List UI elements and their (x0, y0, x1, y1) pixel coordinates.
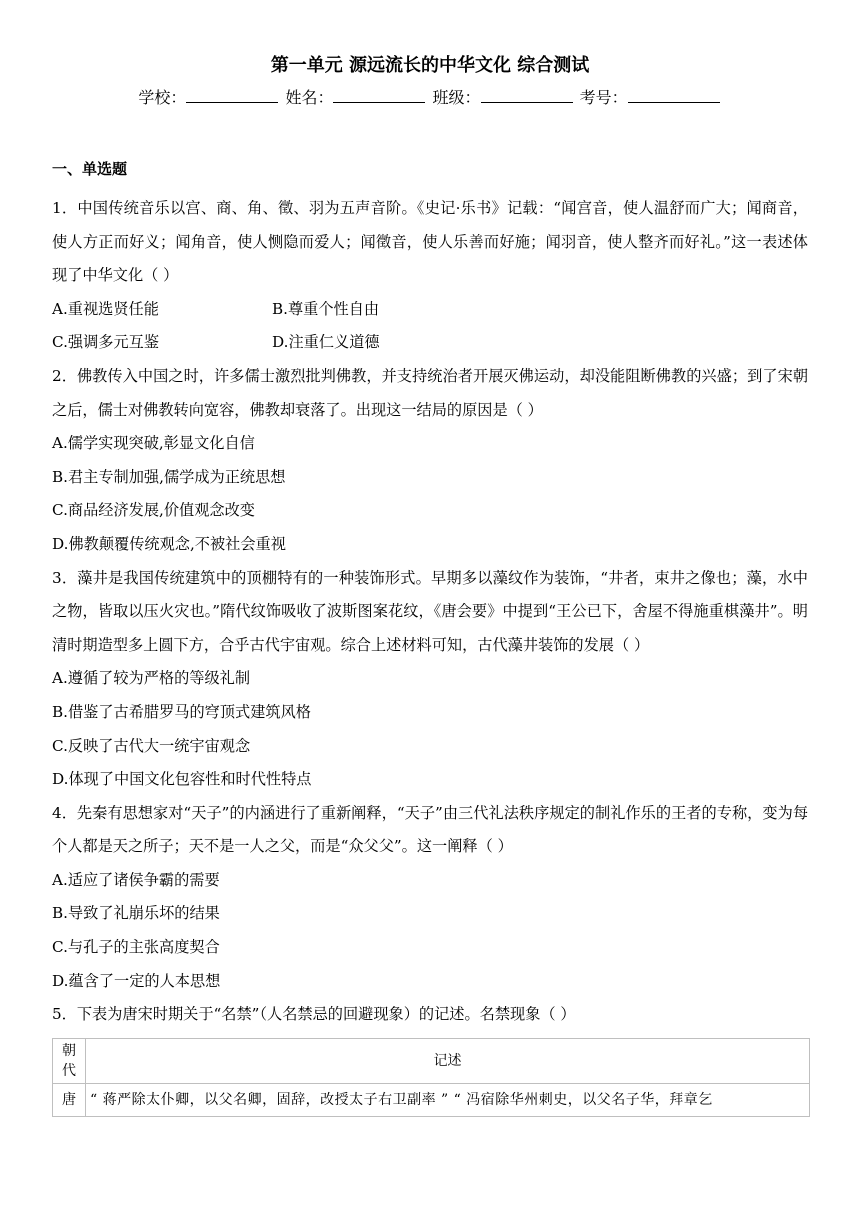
school-label: 学校： (138, 88, 187, 107)
section-heading: 一、单选题 (52, 160, 128, 178)
option-d[interactable]: D.体现了中国文化包容性和时代性特点 (52, 770, 312, 789)
question-stem: 佛教传入中国之时，许多儒士激烈批判佛教，并支持统治者开展灭佛运动，却没能阻断佛教的兴盛；到了宋朝之后，儒士对佛教转向宽容，佛教却衰落了。出现这一结局的原因是（ ） (52, 366, 809, 419)
question-number: 2． (52, 366, 77, 385)
school-blank[interactable] (186, 84, 278, 103)
option-b[interactable]: B.借鉴了古希腊罗马的穹顶式建筑风格 (52, 702, 311, 721)
class-label: 班级： (432, 88, 481, 107)
class-blank[interactable] (481, 84, 573, 103)
question-1 (52, 192, 808, 293)
option-d[interactable]: D.注重仁义道德 (272, 333, 380, 352)
table-cell-dynasty: 唐 (53, 1083, 86, 1116)
option-a[interactable]: A.适应了诸侯争霸的需要 (52, 870, 220, 889)
question-stem: 下表为唐宋时期关于“名禁”（人名禁忌的回避现象）的记述。名禁现象（ ） (76, 1005, 576, 1024)
option-c[interactable]: C.反映了古代大一统宇宙观念 (52, 736, 251, 755)
table-header-dynasty (53, 1038, 86, 1083)
option-b[interactable]: B.尊重个性自由 (272, 299, 380, 318)
option-a[interactable]: A.儒学实现突破,彰显文化自信 (52, 434, 255, 453)
table-cell-record: “ 蒋严除太仆卿，以父名卿，固辞，改授太子右卫副率 ” “ 冯宿除华州刺史，以父名子华，拜章乞 (86, 1083, 810, 1116)
question-5 (52, 998, 808, 1032)
name-blank[interactable] (333, 84, 425, 103)
option-b[interactable]: B.导致了礼崩乐坏的结果 (52, 904, 220, 923)
option-a[interactable]: A.重视选贤任能 (52, 299, 159, 318)
table-header-text: 朝代 (62, 1042, 76, 1079)
question-1-options-row-2 (52, 326, 808, 360)
option-b[interactable]: B.君主专制加强,儒学成为正统思想 (52, 467, 286, 486)
option-d[interactable]: D.佛教颠覆传统观念,不被社会重视 (52, 534, 286, 553)
question-2 (52, 360, 808, 427)
table-header-record: 记述 (86, 1038, 810, 1083)
exam-number-label: 考号： (579, 88, 628, 107)
name-label: 姓名： (285, 88, 334, 107)
question-1-options-row-1 (52, 293, 808, 327)
question-stem: 藻井是我国传统建筑中的顶棚特有的一种装饰形式。早期多以藻纹作为装饰，“井者，束井之像也；藻，水中之物，皆取以压火灾也。”隋代纹饰吸收了波斯图案花纹，《唐会要》中提到“王公已下，舍屋不得施重棋藻井”。明清时期造型多上圆下方，合乎古代宇宙观。综合上述材料可知，古代藻井装饰的发展（ ） (52, 568, 808, 654)
option-c[interactable]: C.与孔子的主张高度契合 (52, 938, 220, 957)
question-number: 5． (52, 1005, 77, 1024)
question-stem: 中国传统音乐以宫、商、角、徵、羽为五声音阶。《史记·乐书》记载：“闻宫音，使人温舒而广大；闻商音，使人方正而好义；闻角音，使人恻隐而爱人；闻徵音，使人乐善而好施；闻羽音，使人整齐而好礼。”这一表述体现了中华文化（ ） (52, 199, 808, 285)
option-a[interactable]: A.遵循了较为严格的等级礼制 (52, 669, 251, 688)
questions-body (52, 192, 808, 1117)
exam-title: 第一单元 源远流长的中华文化 综合测试 (270, 55, 590, 76)
table-row (53, 1083, 810, 1116)
option-c[interactable]: C.强调多元互鉴 (52, 333, 160, 352)
table-header-row (53, 1038, 810, 1083)
question-4 (52, 797, 808, 864)
question-number: 3． (52, 568, 78, 587)
student-info-line (0, 84, 860, 110)
option-d[interactable]: D.蕴含了一定的人本思想 (52, 971, 221, 990)
question-number: 1． (52, 199, 78, 217)
name-taboo-table (52, 1038, 810, 1117)
exam-number-blank[interactable] (628, 84, 720, 103)
question-stem: 先秦有思想家对“天子”的内涵进行了重新阐释，“天子”由三代礼法秩序规定的制礼作乐的王者的专称，变为每个人都是天之所子；天不是一人之父，而是“众父父”。这一阐释（ ） (52, 803, 809, 856)
option-c[interactable]: C.商品经济发展,价值观念改变 (52, 501, 255, 520)
question-3 (52, 562, 808, 663)
question-number: 4． (52, 803, 77, 822)
